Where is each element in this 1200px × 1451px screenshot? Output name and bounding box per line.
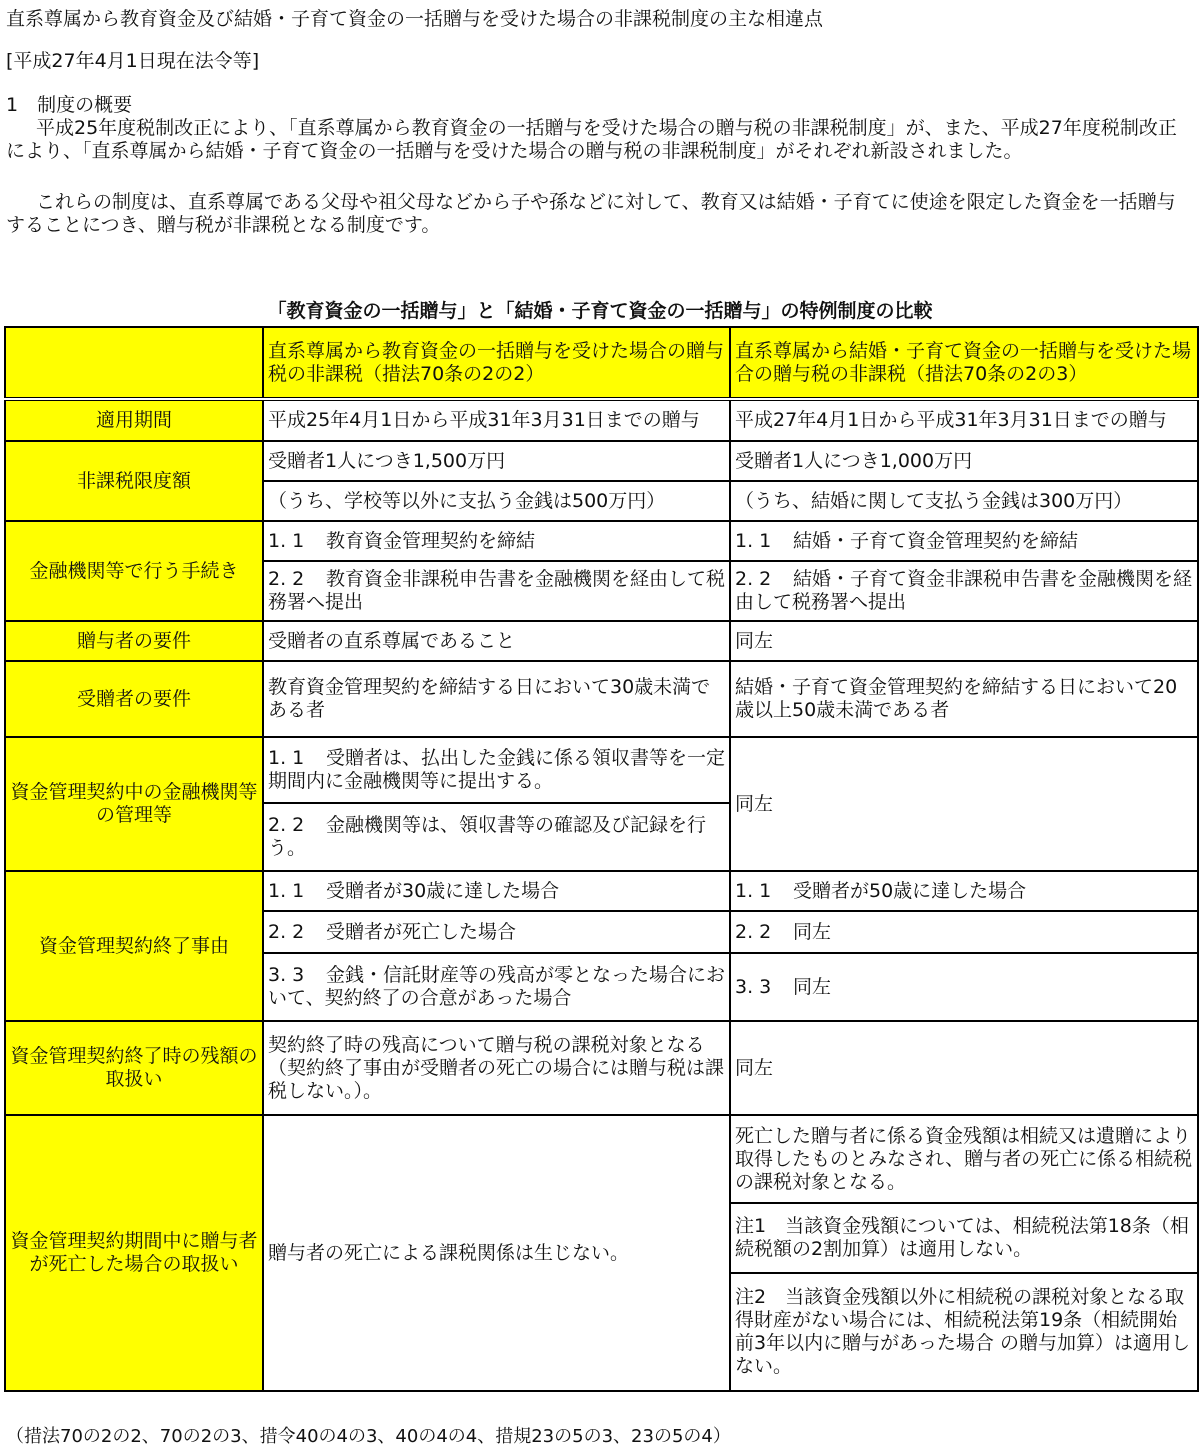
item-text: 受贈者は、払出した金銭に係る領収書等を一定期間内に金融機関等に提出する。 xyxy=(268,747,726,792)
limit-marriage-amount: 受贈者1人につき1,000万円 xyxy=(730,441,1198,481)
item-number: 3. 3 xyxy=(735,975,772,998)
row-period xyxy=(5,399,1198,441)
termination-education-2 xyxy=(263,911,730,953)
document-title: 直系尊属から教育資金及び結婚・子育て資金の一括贈与を受けた場合の非課税制度の主な相違点 xyxy=(6,8,824,30)
period-education: 平成25年4月1日から平成31年3月31日までの贈与 xyxy=(263,399,730,441)
label-donor: 贈与者の要件 xyxy=(5,621,263,661)
recipient-marriage: 結婚・子育て資金管理契約を締結する日において20歳以上50歳未満である者 xyxy=(730,661,1198,737)
header-education: 直系尊属から教育資金の一括贈与を受けた場合の贈与税の非課税（措法70条の2の2） xyxy=(263,327,730,399)
label-recipient: 受贈者の要件 xyxy=(5,661,263,737)
item-text: 受贈者が死亡した場合 xyxy=(326,920,517,943)
row-donor xyxy=(5,621,1198,661)
termination-marriage-1 xyxy=(730,871,1198,911)
item-number: 2. 2 xyxy=(735,920,772,943)
item-number: 3. 3 xyxy=(268,964,305,986)
header-row xyxy=(5,327,1198,399)
management-education-1 xyxy=(263,737,730,803)
row-procedure xyxy=(5,521,1198,561)
label-management: 資金管理契約中の金融機関等の管理等 xyxy=(5,737,263,871)
donor-death-marriage-note1: 注1 当該資金残額については、相続税法第18条（相続税額の2割加算）は適用しない。 xyxy=(730,1203,1198,1273)
limit-education-amount: 受贈者1人につき1,500万円 xyxy=(263,441,730,481)
recipient-education: 教育資金管理契約を締結する日において30歳未満である者 xyxy=(263,661,730,737)
procedure-marriage-1 xyxy=(730,521,1198,561)
item-text: 金銭・信託財産等の残高が零となった場合において、契約終了の合意があった場合 xyxy=(268,964,726,1009)
item-text: 同左 xyxy=(793,920,832,943)
law-date-note: [平成27年4月1日現在法令等] xyxy=(6,50,260,72)
label-period: 適用期間 xyxy=(5,399,263,441)
item-text: 教育資金管理契約を締結 xyxy=(326,529,536,552)
period-marriage: 平成27年4月1日から平成31年3月31日までの贈与 xyxy=(730,399,1198,441)
balance-education: 契約終了時の残高について贈与税の課税対象となる（契約終了事由が受贈者の死亡の場合には贈与税は課税しない。）。 xyxy=(263,1021,730,1115)
management-education-2 xyxy=(263,803,730,871)
donor-death-marriage-main: 死亡した贈与者に係る資金残額は相続又は遺贈により取得したものとみなされ、贈与者の死亡に係る相続税の課税対象となる。 xyxy=(730,1115,1198,1203)
item-number: 2. 2 xyxy=(268,814,305,836)
section-heading: 1 制度の概要 xyxy=(6,94,133,116)
limit-education-note: （うち、学校等以外に支払う金銭は500万円） xyxy=(263,481,730,521)
procedure-education-1 xyxy=(263,521,730,561)
item-number: 2. 2 xyxy=(735,568,772,590)
limit-marriage-note: （うち、結婚に関して支払う金銭は300万円） xyxy=(730,481,1198,521)
label-procedure: 金融機関等で行う手続き xyxy=(5,521,263,621)
item-number: 1. 1 xyxy=(268,879,305,902)
label-limit: 非課税限度額 xyxy=(5,441,263,521)
balance-marriage: 同左 xyxy=(730,1021,1198,1115)
termination-education-1 xyxy=(263,871,730,911)
item-number: 1. 1 xyxy=(268,529,305,552)
donor-death-marriage-note2: 注2 当該資金残額以外に相続税の課税対象となる取得財産がない場合には、相続税法第19条（相続開始前3年以内に贈与があった場合 の贈与加算）は適用しない。 xyxy=(730,1273,1198,1391)
row-donor-death xyxy=(5,1115,1198,1203)
item-text: 金融機関等は、領収書等の確認及び記録を行う。 xyxy=(268,814,707,859)
termination-marriage-3 xyxy=(730,953,1198,1021)
donor-marriage: 同左 xyxy=(730,621,1198,661)
label-termination: 資金管理契約終了事由 xyxy=(5,871,263,1021)
row-management xyxy=(5,737,1198,803)
donor-death-education: 贈与者の死亡による課税関係は生じない。 xyxy=(263,1115,730,1391)
overview-paragraph-1: 平成25年度税制改正により、「直系尊属から教育資金の一括贈与を受けた場合の贈与税の非課税制度」が、また、平成27年度税制改正により、「直系尊属から結婚・子育て資金の一括贈与を受けた場合の贈与税の非課税制度」がそれぞれ新設されました。 xyxy=(6,117,1177,162)
item-text: 結婚・子育て資金非課税申告書を金融機関を経由して税務署へ提出 xyxy=(735,568,1193,613)
item-number: 2. 2 xyxy=(268,568,305,590)
item-number: 2. 2 xyxy=(268,920,305,943)
label-donor-death: 資金管理契約期間中に贈与者が死亡した場合の取扱い xyxy=(5,1115,263,1391)
item-number: 1. 1 xyxy=(268,747,305,769)
item-text: 同左 xyxy=(793,975,832,998)
management-marriage: 同左 xyxy=(730,737,1198,871)
header-marriage: 直系尊属から結婚・子育て資金の一括贈与を受けた場合の贈与税の非課税（措法70条の2の3） xyxy=(730,327,1198,399)
termination-marriage-2 xyxy=(730,911,1198,953)
overview-paragraph-2: これらの制度は、直系尊属である父母や祖父母などから子や孫などに対して、教育又は結婚・子育てに使途を限定した資金を一括贈与することにつき、贈与税が非課税となる制度です。 xyxy=(6,191,1176,236)
row-recipient xyxy=(5,661,1198,737)
header-blank-cell xyxy=(5,327,263,399)
item-number: 1. 1 xyxy=(735,529,772,552)
donor-education: 受贈者の直系尊属であること xyxy=(263,621,730,661)
item-text: 受贈者が30歳に達した場合 xyxy=(326,879,560,902)
termination-education-3 xyxy=(263,953,730,1021)
legal-references: （措法70の2の2、70の2の3、措令40の4の3、40の4の4、措規23の5の3、23の5の4） xyxy=(6,1426,731,1447)
item-text: 教育資金非課税申告書を金融機関を経由して税務署へ提出 xyxy=(268,568,726,613)
label-balance: 資金管理契約終了時の残額の取扱い xyxy=(5,1021,263,1115)
item-number: 1. 1 xyxy=(735,879,772,902)
comparison-table-title: 「教育資金の一括贈与」と「結婚・子育て資金の一括贈与」の特例制度の比較 xyxy=(267,300,933,322)
procedure-marriage-2 xyxy=(730,561,1198,621)
comparison-table xyxy=(4,326,1199,1392)
row-balance xyxy=(5,1021,1198,1115)
item-text: 受贈者が50歳に達した場合 xyxy=(793,879,1027,902)
procedure-education-2 xyxy=(263,561,730,621)
row-termination xyxy=(5,871,1198,911)
item-text: 結婚・子育て資金管理契約を締結 xyxy=(793,529,1079,552)
row-limit xyxy=(5,441,1198,481)
